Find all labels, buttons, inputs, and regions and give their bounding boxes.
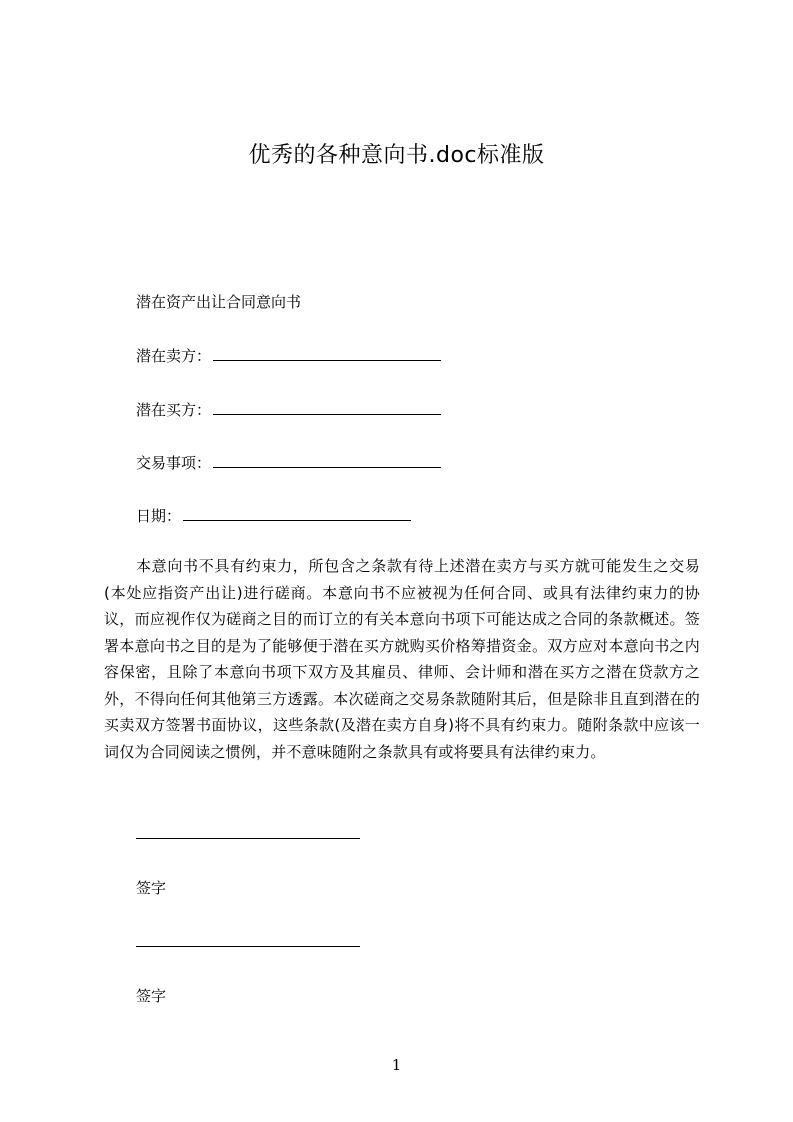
field-buyer-blank <box>213 400 441 415</box>
signature-line-2 <box>136 946 360 947</box>
field-buyer-label: 潜在买方： <box>136 401 212 419</box>
field-date <box>136 505 411 526</box>
document-title: 优秀的各种意向书.doc标准版 <box>248 143 545 168</box>
field-date-label: 日期： <box>136 507 182 525</box>
field-seller-blank <box>213 346 441 361</box>
page-number: 1 <box>391 1056 402 1074</box>
document-heading: 潜在资产出让合同意向书 <box>136 293 302 311</box>
field-seller-label: 潜在卖方： <box>136 347 212 365</box>
signature-line-1 <box>136 838 360 839</box>
field-transaction <box>136 452 441 473</box>
field-transaction-label: 交易事项： <box>136 454 212 472</box>
field-seller <box>136 345 441 366</box>
body-paragraph: 本意向书不具有约束力，所包含之条款有待上述潜在卖方与买方就可能发生之交易(本处应指资产出让)进行磋商。本意向书不应被视为任何合同、或具有法律约束力的协议，而应视作仅为磋商之目的而订立的有关本意向书项下可能达成之合同的条款概述。签署本意向书之目的是为了能够便于潜在买方就购买价格筹措资金。双方应对本意向书之内容保密，且除了本意向书项下双方及其雇员、律师、会计师和潜在买方之潜在贷款方之外，不得向任何其他第三方透露。本次磋商之交易条款随附其后，但是除非且直到潜在的买卖双方签署书面协议，这些条款(及潜在卖方自身)将不具有约束力。随附条款中应该一词仅为合同阅读之惯例，并不意味随附之条款具有或将要具有法律约束力。 <box>104 557 700 761</box>
field-date-blank <box>183 506 411 521</box>
signature-label-2: 签字 <box>136 987 167 1005</box>
field-transaction-blank <box>213 453 441 468</box>
field-buyer <box>136 399 441 420</box>
signature-label-1: 签字 <box>136 879 167 897</box>
